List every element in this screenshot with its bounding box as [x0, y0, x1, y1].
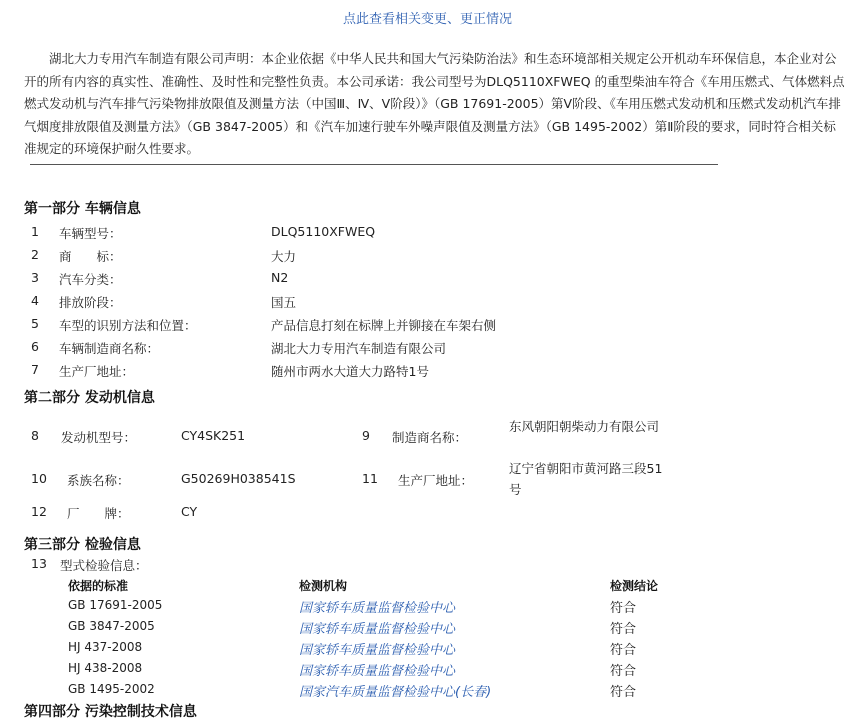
standard-cell: GB 1495-2002	[68, 682, 155, 696]
row-number: 9	[362, 428, 370, 443]
lab-link[interactable]: 国家轿车质量监督检验中心	[299, 601, 456, 616]
declaration-text: 湖北大力专用汽车制造有限公司声明：本企业依据《中华人民共和国大气污染防治法》和生态环境部相关规定公开机动车环保信息，本企业对公开的所有内容的真实性、准确性、及时性和完整性负责。本公司承诺：我公司型号为DLQ5110XFWEQ 的重型柴油车符合《车用压燃式、气体燃料点燃式发动机与汽车排气污染物排放限值及测量方法（中国Ⅲ、Ⅳ、Ⅴ阶段）》（GB 17691-2005）第Ⅴ阶段、《车用压燃式发动机和压燃式发动机汽车排气烟度排放限值及测量方法》（GB 3847-2005）和《汽车加速行驶车外噪声限值及测量方法》（GB 1495-2002）第Ⅱ阶段的要求，同时符合相关标准规定的环境保护耐久性要求。	[24, 51, 845, 156]
row-number: 10	[31, 471, 47, 486]
row-number: 6	[31, 339, 39, 354]
row-value: 大力	[271, 249, 297, 264]
row-label: 发动机型号：	[61, 430, 137, 445]
section-title-pollution-control: 第四部分 污染控制技术信息	[24, 704, 197, 720]
declaration	[24, 48, 846, 161]
row-value: CY	[181, 504, 198, 519]
row-value: N2	[271, 270, 289, 285]
standard-cell: GB 3847-2005	[68, 619, 155, 633]
lab-link[interactable]: 国家轿车质量监督检验中心	[299, 664, 456, 679]
row-label: 厂 牌：	[67, 506, 130, 521]
row-label: 生产厂地址：	[59, 364, 135, 379]
result-cell: 符合	[610, 601, 637, 616]
row-number: 5	[31, 316, 39, 331]
row-number: 12	[31, 504, 47, 519]
row-value: 湖北大力专用汽车制造有限公司	[271, 341, 447, 356]
row-value: G50269H038541S	[181, 471, 296, 486]
row-number: 4	[31, 293, 39, 308]
standard-cell: GB 17691-2005	[68, 598, 163, 612]
header-lab: 检测机构	[299, 579, 348, 593]
row-label: 系族名称：	[67, 473, 130, 488]
row-label: 生产厂地址：	[398, 473, 474, 488]
row-value: 国五	[271, 295, 297, 310]
header-result: 检测结论	[610, 579, 659, 593]
section-title-inspection: 第三部分 检验信息	[24, 537, 141, 553]
row-number: 11	[362, 471, 378, 486]
row-number: 2	[31, 247, 39, 262]
row-number: 1	[31, 224, 39, 239]
row-label: 车辆型号：	[59, 226, 122, 241]
standard-cell: HJ 438-2008	[68, 661, 143, 675]
row-value: 产品信息打刻在标牌上并铆接在车架右侧	[271, 318, 497, 333]
standard-cell: HJ 437-2008	[68, 640, 143, 654]
header-standard: 依据的标准	[68, 579, 129, 593]
section-title-engine: 第二部分 发动机信息	[24, 390, 155, 406]
related-changes-link[interactable]: 点此查看相关变更、更正情况	[342, 12, 512, 27]
row-number: 3	[31, 270, 39, 285]
address-value: 辽宁省朝阳市黄河路三段51号	[509, 461, 663, 497]
row-value: 随州市两水大道大力路特1号	[271, 364, 429, 379]
row-label: 制造商名称：	[392, 430, 468, 445]
lab-link[interactable]: 国家轿车质量监督检验中心	[299, 643, 456, 658]
row-value: CY4SK251	[181, 428, 246, 443]
row-label: 汽车分类：	[59, 272, 122, 287]
result-cell: 符合	[610, 664, 637, 679]
row-label: 型式检验信息：	[60, 558, 148, 573]
section-title-vehicle: 第一部分 车辆信息	[24, 201, 141, 217]
row-number: 7	[31, 362, 39, 377]
row-label: 车辆制造商名称：	[59, 341, 160, 356]
row-label: 排放阶段：	[59, 295, 122, 310]
divider	[30, 164, 718, 165]
row-label: 车型的识别方法和位置：	[59, 318, 197, 333]
row-label: 商 标：	[59, 249, 122, 264]
result-cell: 符合	[610, 622, 637, 637]
result-cell: 符合	[610, 643, 637, 658]
manufacturer-value: 东风朝阳朝柴动力有限公司	[509, 419, 660, 434]
row-value: DLQ5110XFWEQ	[271, 224, 376, 239]
row-number: 13	[31, 556, 47, 571]
result-cell: 符合	[610, 685, 637, 700]
lab-link[interactable]: 国家汽车质量监督检验中心(长春)	[299, 685, 492, 700]
row-number: 8	[31, 428, 39, 443]
lab-link[interactable]: 国家轿车质量监督检验中心	[299, 622, 456, 637]
